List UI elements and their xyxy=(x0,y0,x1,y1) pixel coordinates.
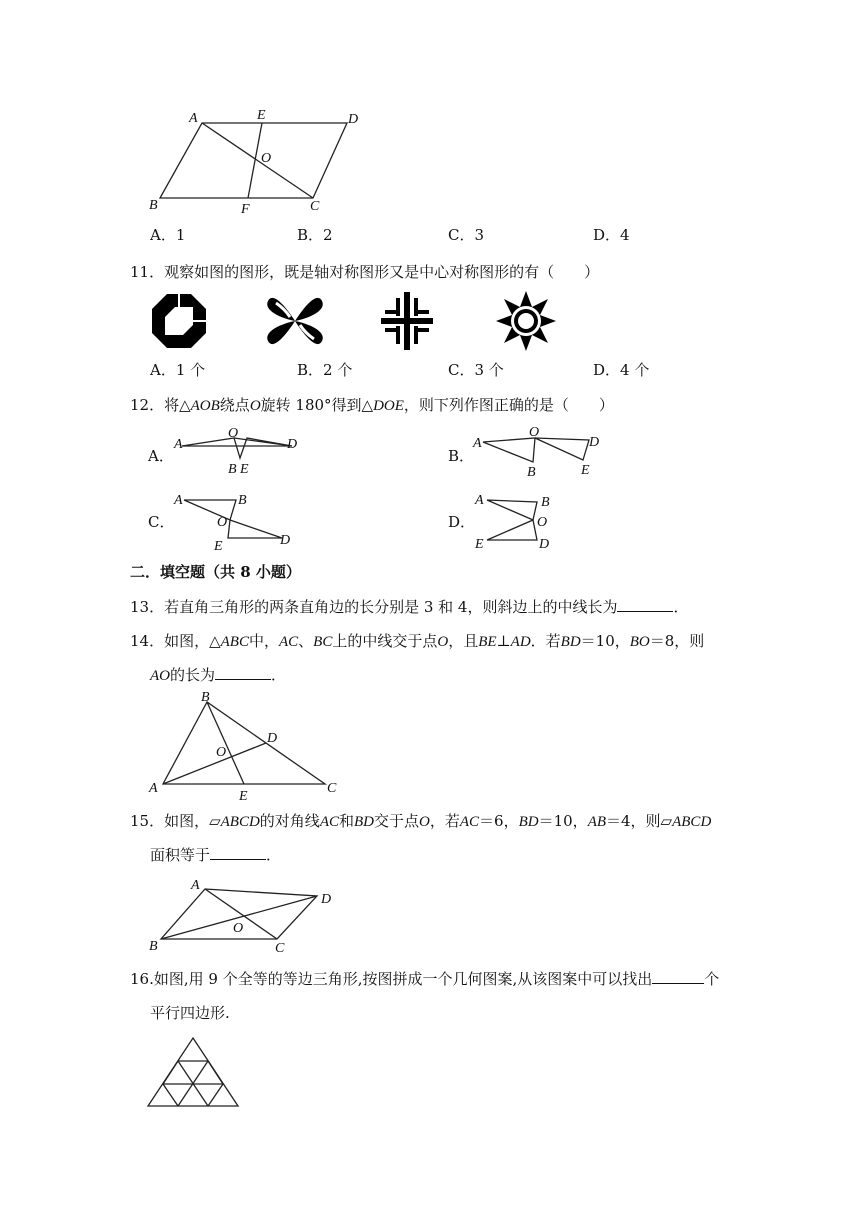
svg-text:E: E xyxy=(214,539,223,554)
octagon-square-icon xyxy=(150,292,208,350)
svg-text:O: O xyxy=(217,515,228,530)
q16-line-2: 平行四边形. xyxy=(150,1004,230,1022)
svg-text:O: O xyxy=(537,515,548,530)
q15-label-b: B xyxy=(149,939,158,954)
q14-label-o: O xyxy=(216,745,227,760)
svg-text:B: B xyxy=(238,493,247,508)
svg-text:B: B xyxy=(527,465,536,480)
q14-label-d: D xyxy=(267,731,278,746)
q14-answer-blank xyxy=(215,665,271,680)
q10-label-e: E xyxy=(257,108,266,123)
q11-option-d: D．4 个 xyxy=(593,361,650,379)
q12-option-c-letter: C． xyxy=(148,513,175,531)
q15-label-c: C xyxy=(275,941,285,956)
svg-text:O: O xyxy=(529,425,540,440)
svg-text:E: E xyxy=(240,462,249,477)
q14-label-b: B xyxy=(201,690,210,705)
q11-option-c: C．3 个 xyxy=(448,361,504,379)
q14-label-c: C xyxy=(327,781,337,796)
plus-cross-icon xyxy=(381,292,433,350)
q15-label-a: A xyxy=(191,878,200,893)
q16-line-1: 16.如图,用 9 个全等的等边三角形,按图拼成一个几何图案,从该图案中可以找出 个 xyxy=(130,970,720,988)
q12-option-b-letter: B． xyxy=(448,447,475,465)
q10-label-b: B xyxy=(149,198,158,213)
bowtie-clover-icon xyxy=(264,291,326,351)
svg-text:D: D xyxy=(589,435,600,450)
svg-text:D: D xyxy=(280,533,291,548)
svg-text:O: O xyxy=(228,426,239,441)
q12-option-d-letter: D． xyxy=(448,513,476,531)
q10-label-c: C xyxy=(310,199,320,214)
svg-text:E: E xyxy=(581,463,590,478)
q10-parallelogram-figure xyxy=(145,105,375,220)
svg-text:A: A xyxy=(174,437,183,452)
q10-label-a: A xyxy=(189,111,198,126)
q10-option-a: A．1 xyxy=(150,226,186,244)
q12-option-c-figure xyxy=(172,490,302,552)
q15-line-2: 面积等于 ． xyxy=(150,846,282,864)
q15-line-1: 15．如图，▱ABCD的对角线AC和BD交于点O，若AC＝6，BD＝10，AB＝4，则▱ABCD xyxy=(130,812,712,830)
q10-label-f: F xyxy=(241,202,250,217)
q12-option-d-figure xyxy=(471,490,591,552)
q12-stem: 12．将△AOB绕点O旋转 180°得到△DOE，则下列作图正确的是（ ） xyxy=(130,396,614,414)
svg-text:D: D xyxy=(287,437,298,452)
svg-text:A: A xyxy=(174,493,183,508)
svg-text:A: A xyxy=(475,493,484,508)
q12-option-a-figure xyxy=(172,428,302,478)
q16-triangle-pattern-figure xyxy=(145,1036,245,1111)
q14-triangle-figure xyxy=(145,688,345,806)
q14-label-e: E xyxy=(239,789,248,804)
q10-option-d: D．4 xyxy=(593,226,630,244)
q12-option-b-figure xyxy=(471,426,606,482)
q10-label-d: D xyxy=(348,112,359,127)
q11-stem: 11．观察如图的图形，既是轴对称图形又是中心对称图形的有（ ） xyxy=(130,263,600,281)
section-2-title: 二．填空题（共 8 小题） xyxy=(130,563,301,581)
q13-answer-blank xyxy=(617,597,673,612)
svg-text:E: E xyxy=(475,537,484,552)
star-flower-icon xyxy=(496,291,556,351)
q14-line-2: AO的长为 ． xyxy=(150,666,287,684)
svg-text:D: D xyxy=(539,537,550,552)
q15-parallelogram-figure xyxy=(145,873,340,958)
q14-line-1: 14．如图，△ABC中，AC、BC上的中线交于点O，且BE⊥AD．若BD＝10，BO＝8，则 xyxy=(130,632,705,650)
q11-option-a: A．1 个 xyxy=(150,361,206,379)
q15-answer-blank xyxy=(210,845,266,860)
svg-text:A: A xyxy=(473,436,482,451)
q12-option-a-letter: A． xyxy=(148,447,174,465)
q13-text: 13．若直角三角形的两条直角边的长分别是 3 和 4，则斜边上的中线长为 ． xyxy=(130,598,689,616)
q10-label-o: O xyxy=(261,151,272,166)
svg-text:B: B xyxy=(228,462,237,477)
q15-label-d: D xyxy=(321,892,332,907)
q10-option-b: B．2 xyxy=(297,226,333,244)
q10-option-c: C．3 xyxy=(448,226,485,244)
q14-label-a: A xyxy=(149,781,158,796)
q11-option-b: B．2 个 xyxy=(297,361,353,379)
svg-text:B: B xyxy=(541,495,550,510)
q15-label-o: O xyxy=(233,921,244,936)
q16-answer-blank xyxy=(652,969,704,984)
